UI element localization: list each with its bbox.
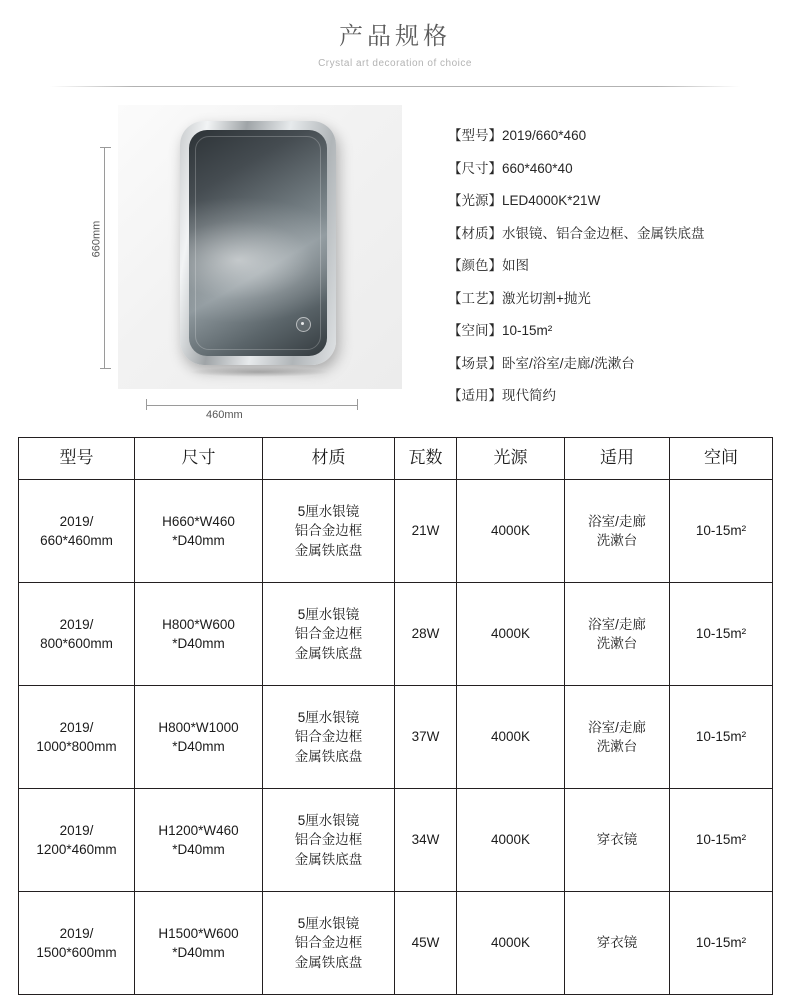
cell-space: 10-15m² <box>670 480 773 583</box>
cell-watt: 34W <box>395 789 457 892</box>
mirror-frame <box>180 121 336 365</box>
height-dimension-label: 660mm <box>90 220 103 258</box>
spec-key: 【场景】 <box>448 355 502 371</box>
spec-key: 【尺寸】 <box>448 160 502 176</box>
cell-line: 浴室/走廊 <box>588 616 646 632</box>
cell-line: 洗漱台 <box>596 739 638 754</box>
touch-switch-icon <box>296 317 311 332</box>
spec-key: 【光源】 <box>448 193 502 208</box>
spec-key: 【颜色】 <box>448 258 502 273</box>
cell-line: *D40mm <box>172 842 225 857</box>
cell-line: 铝合金边框 <box>294 729 363 745</box>
cell-light-source: 4000K <box>457 583 565 686</box>
product-shadow <box>188 367 330 377</box>
spec-table-wrapper <box>18 437 772 995</box>
table-header-model: 型号 <box>19 438 135 480</box>
spec-value: 卧室/浴室/走廊/洗漱台 <box>502 355 635 371</box>
cell-line: *D40mm <box>172 739 225 754</box>
spec-value: 2019/660*460 <box>502 128 587 143</box>
cell-use <box>565 583 670 686</box>
cell-model <box>19 892 135 995</box>
cell-material <box>263 583 395 686</box>
spec-item-space <box>448 324 778 338</box>
cell-line: 金属铁底盘 <box>294 954 363 970</box>
spec-item-scene <box>448 357 778 371</box>
cell-line: *D40mm <box>172 636 225 651</box>
cell-model <box>19 789 135 892</box>
cell-line: 2019/ <box>59 513 94 529</box>
header-divider <box>50 83 740 91</box>
cell-line: 铝合金边框 <box>294 626 363 642</box>
cell-line: 5厘水银镜 <box>297 504 360 520</box>
mirror-glass <box>189 130 327 356</box>
spec-item-style <box>448 389 778 403</box>
cell-space: 10-15m² <box>670 583 773 686</box>
width-dimension-line <box>146 395 358 406</box>
cell-model <box>19 583 135 686</box>
cell-use: 穿衣镜 <box>565 892 670 995</box>
spec-table <box>18 437 773 995</box>
table-header-size: 尺寸 <box>135 438 263 480</box>
cell-line: H800*W1000 <box>158 719 239 735</box>
cell-watt: 45W <box>395 892 457 995</box>
cell-space: 10-15m² <box>670 686 773 789</box>
cell-line: 1500*600mm <box>36 945 117 960</box>
cell-line: 5厘水银镜 <box>297 813 360 829</box>
spec-key: 【材质】 <box>448 225 502 241</box>
cell-line: H1200*W460 <box>158 822 239 838</box>
product-section <box>0 105 790 425</box>
table-header-row <box>19 438 773 480</box>
table-row <box>19 686 773 789</box>
spec-value: LED4000K*21W <box>502 193 601 208</box>
spec-key: 【型号】 <box>448 128 502 143</box>
cell-line: 5厘水银镜 <box>297 710 360 726</box>
cell-space: 10-15m² <box>670 892 773 995</box>
spec-key: 【空间】 <box>448 323 502 338</box>
table-header-material: 材质 <box>263 438 395 480</box>
spec-value: 水银镜、铝合金边框、金属铁底盘 <box>502 225 705 241</box>
cell-size <box>135 892 263 995</box>
cell-line: 1000*800mm <box>36 739 117 754</box>
cell-line: 2019/ <box>59 616 94 632</box>
cell-space: 10-15m² <box>670 789 773 892</box>
page-title: 产品规格 <box>339 23 451 50</box>
spec-value: 激光切割+抛光 <box>502 290 591 306</box>
spec-item-size <box>448 162 778 176</box>
spec-item-model <box>448 129 778 143</box>
cell-line: 铝合金边框 <box>294 935 363 951</box>
cell-watt: 21W <box>395 480 457 583</box>
table-header-light-source: 光源 <box>457 438 565 480</box>
spec-item-craft <box>448 292 778 306</box>
spec-key: 【工艺】 <box>448 290 502 306</box>
cell-line: H660*W460 <box>162 513 235 529</box>
page-header <box>0 0 790 91</box>
cell-line: 浴室/走廊 <box>588 513 646 529</box>
spec-value: 660*460*40 <box>502 160 573 176</box>
table-row <box>19 892 773 995</box>
table-row <box>19 789 773 892</box>
cell-light-source: 4000K <box>457 686 565 789</box>
cell-use <box>565 686 670 789</box>
spec-item-material <box>448 227 778 241</box>
cell-line: *D40mm <box>172 533 225 548</box>
cell-line: 800*600mm <box>40 636 113 651</box>
cell-size <box>135 789 263 892</box>
spec-list <box>448 129 778 422</box>
cell-line: 铝合金边框 <box>294 832 363 848</box>
cell-material <box>263 686 395 789</box>
cell-size <box>135 686 263 789</box>
spec-item-light-source <box>448 194 778 208</box>
table-header-use: 适用 <box>565 438 670 480</box>
product-image <box>118 105 402 389</box>
cell-line: 2019/ <box>59 719 94 735</box>
cell-line: 金属铁底盘 <box>294 645 363 661</box>
spec-item-color <box>448 259 778 273</box>
cell-light-source: 4000K <box>457 892 565 995</box>
spec-value: 现代简约 <box>502 388 556 403</box>
table-row <box>19 480 773 583</box>
cell-line: 洗漱台 <box>596 636 638 651</box>
page-subtitle: Crystal art decoration of choice <box>318 58 472 69</box>
cell-line: 5厘水银镜 <box>297 607 360 623</box>
cell-material <box>263 789 395 892</box>
cell-use <box>565 480 670 583</box>
cell-model <box>19 686 135 789</box>
cell-light-source: 4000K <box>457 789 565 892</box>
cell-line: 金属铁底盘 <box>294 748 363 764</box>
cell-material <box>263 892 395 995</box>
cell-line: 5厘水银镜 <box>297 916 360 932</box>
cell-line: H800*W600 <box>162 616 235 632</box>
cell-line: 铝合金边框 <box>294 523 363 539</box>
cell-line: 2019/ <box>59 822 94 838</box>
spec-key: 【适用】 <box>448 388 502 403</box>
cell-line: 2019/ <box>59 925 94 941</box>
cell-material <box>263 480 395 583</box>
cell-line: 金属铁底盘 <box>294 542 363 558</box>
cell-size <box>135 480 263 583</box>
cell-line: 660*460mm <box>40 533 113 548</box>
cell-line: 洗漱台 <box>596 533 638 548</box>
table-header-space: 空间 <box>670 438 773 480</box>
spec-value: 如图 <box>502 258 529 273</box>
cell-watt: 37W <box>395 686 457 789</box>
width-dimension-label: 460mm <box>206 409 243 421</box>
cell-light-source: 4000K <box>457 480 565 583</box>
cell-use: 穿衣镜 <box>565 789 670 892</box>
cell-line: 1200*460mm <box>36 842 117 857</box>
table-header-watt: 瓦数 <box>395 438 457 480</box>
cell-line: *D40mm <box>172 945 225 960</box>
cell-model <box>19 480 135 583</box>
height-dimension-line <box>104 147 117 369</box>
cell-line: 浴室/走廊 <box>588 719 646 735</box>
cell-size <box>135 583 263 686</box>
cell-line: H1500*W600 <box>158 925 239 941</box>
spec-value: 10-15m² <box>502 323 553 338</box>
cell-line: 金属铁底盘 <box>294 851 363 867</box>
table-row <box>19 583 773 686</box>
cell-watt: 28W <box>395 583 457 686</box>
